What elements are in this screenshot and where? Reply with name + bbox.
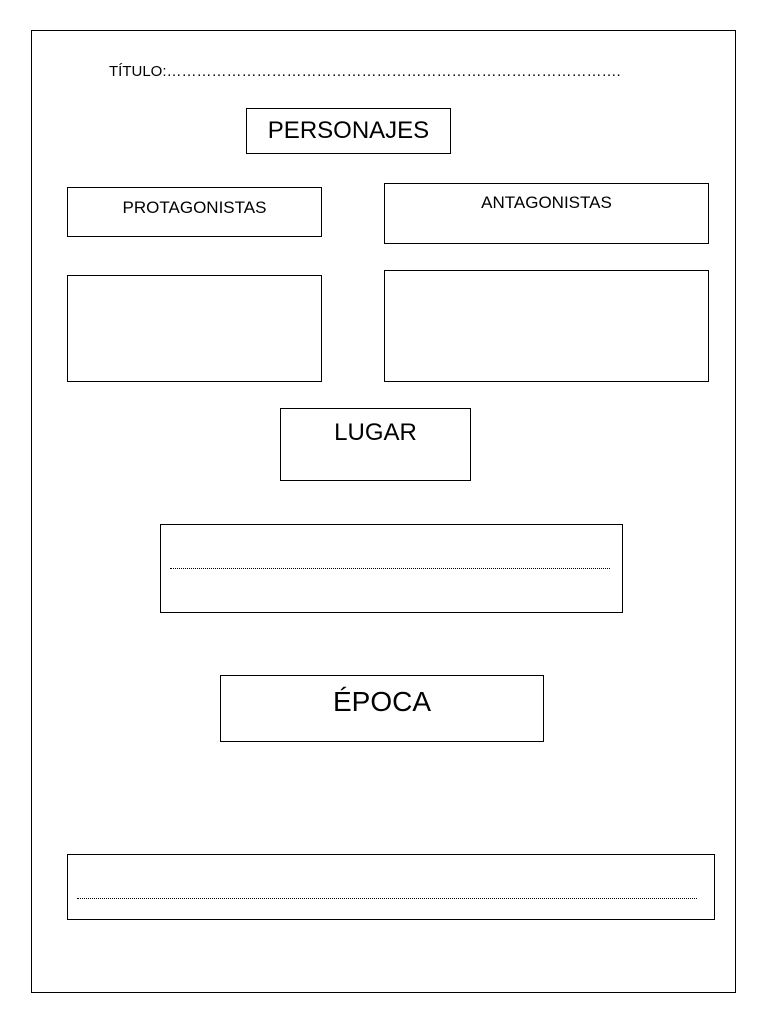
characters-heading: PERSONAJES [267, 117, 430, 144]
protagonists-label: PROTAGONISTAS [122, 198, 267, 217]
antagonists-answer-box[interactable] [384, 270, 709, 382]
era-answer-line [77, 898, 697, 899]
place-answer-box[interactable] [160, 524, 623, 613]
era-heading-box [220, 675, 544, 742]
era-heading: ÉPOCA [332, 686, 432, 717]
protagonists-answer-box[interactable] [67, 275, 322, 382]
worksheet-page [31, 30, 736, 993]
place-heading-box [280, 408, 471, 481]
antagonists-label: ANTAGONISTAS [481, 193, 612, 212]
era-answer-box[interactable] [67, 854, 715, 920]
antagonists-label-box [384, 183, 709, 244]
protagonists-label-box [67, 187, 322, 237]
title-line: TÍTULO:………………………………………………………………………………. [109, 63, 621, 80]
place-heading: LUGAR [334, 419, 417, 446]
place-answer-line [170, 568, 610, 569]
characters-heading-box [246, 108, 451, 154]
